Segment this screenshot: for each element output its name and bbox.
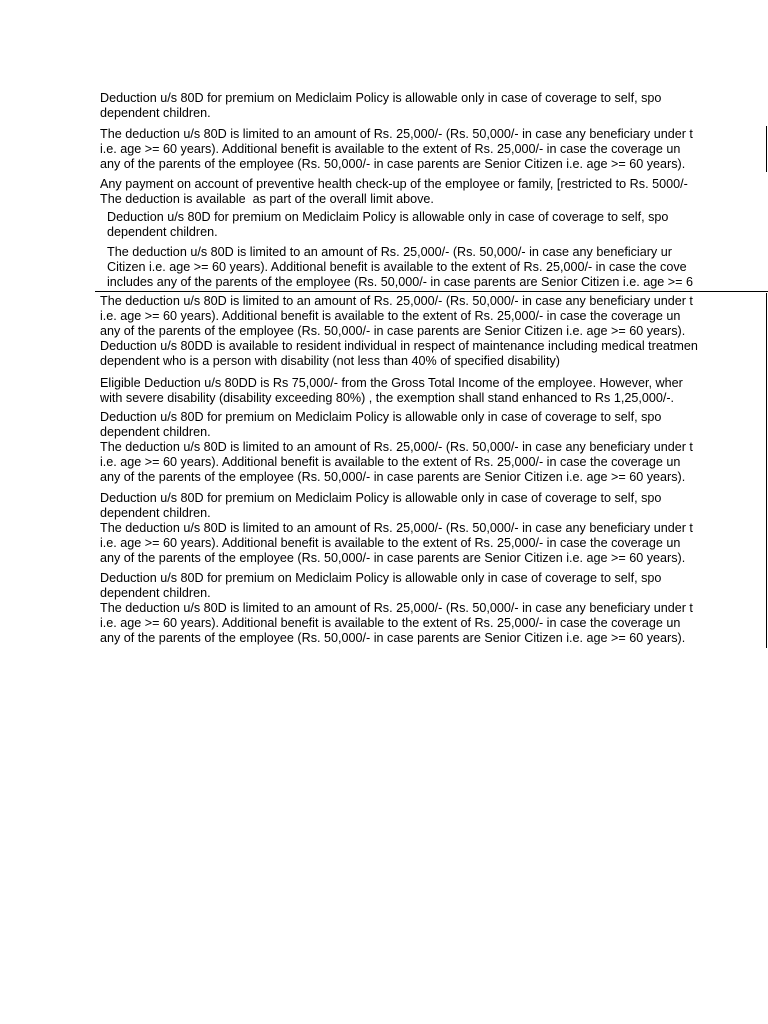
text-line: The deduction u/s 80D is limited to an amount of Rs. 25,000/- (Rs. 50,000/- in case any beneficiary under t: [100, 294, 693, 308]
text-line: i.e. age >= 60 years). Additional benefit is available to the extent of Rs. 25,000/- in case the coverage un: [100, 308, 681, 323]
text-line: Deduction u/s 80D for premium on Mediclaim Policy is allowable only in case of coverage to self, spo: [107, 210, 669, 224]
text-line: Any payment on account of preventive health check-up of the employee or family, [restricted to Rs. 5000/-: [100, 177, 688, 191]
paragraph-80d-coverage: [100, 571, 768, 601]
paragraph-80d-limit: [100, 294, 768, 338]
text-line: Deduction u/s 80DD is available to resident individual in respect of maintenance including medical treatmen: [100, 339, 698, 353]
paragraph-80d-limit: [100, 521, 768, 565]
text-line: any of the parents of the employee (Rs. 50,000/- in case parents are Senior Citizen i.e. age >= 60 years).: [100, 469, 686, 484]
text-line: i.e. age >= 60 years). Additional benefit is available to the extent of Rs. 25,000/- in case the coverage un: [100, 454, 681, 469]
text-line: Deduction u/s 80D for premium on Mediclaim Policy is allowable only in case of coverage to self, spo: [100, 91, 662, 105]
text-line: dependent who is a person with disability (not less than 40% of specified disability): [100, 353, 560, 368]
paragraph-80d-limit: [100, 440, 768, 484]
text-line: The deduction u/s 80D is limited to an amount of Rs. 25,000/- (Rs. 50,000/- in case any beneficiary under t: [100, 440, 693, 454]
text-line: dependent children.: [107, 224, 218, 239]
paragraph-80d-limit-indented: [107, 245, 768, 289]
paragraph-80d-coverage: [100, 91, 768, 121]
text-line: Deduction u/s 80D for premium on Mediclaim Policy is allowable only in case of coverage to self, spo: [100, 571, 662, 585]
text-line: any of the parents of the employee (Rs. 50,000/- in case parents are Senior Citizen i.e. age >= 60 years).: [100, 156, 686, 171]
paragraph-80dd-maintenance: [100, 339, 768, 369]
text-line: i.e. age >= 60 years). Additional benefit is available to the extent of Rs. 25,000/- in case the coverage un: [100, 141, 681, 156]
horizontal-divider: [95, 291, 768, 292]
text-line: i.e. age >= 60 years). Additional benefit is available to the extent of Rs. 25,000/- in case the coverage un: [100, 615, 681, 630]
vertical-divider: [766, 126, 767, 172]
text-line: The deduction u/s 80D is limited to an amount of Rs. 25,000/- (Rs. 50,000/- in case any beneficiary ur: [107, 245, 672, 259]
paragraph-80d-coverage-indented: [107, 210, 768, 240]
text-line: includes any of the parents of the employee (Rs. 50,000/- in case parents are Senior Citizen i.e. age >= 6: [107, 274, 693, 289]
text-line: i.e. age >= 60 years). Additional benefit is available to the extent of Rs. 25,000/- in case the coverage un: [100, 535, 681, 550]
text-line: The deduction is available as part of the overall limit above.: [100, 191, 434, 206]
text-line: with severe disability (disability exceeding 80%) , the exemption shall stand enhanced to Rs 1,25,000/-.: [100, 390, 675, 405]
vertical-divider: [766, 293, 767, 648]
text-line: dependent children.: [100, 424, 211, 439]
paragraph-80dd-eligible: [100, 376, 768, 406]
text-line: The deduction u/s 80D is limited to an amount of Rs. 25,000/- (Rs. 50,000/- in case any beneficiary under t: [100, 521, 693, 535]
text-line: Eligible Deduction u/s 80DD is Rs 75,000/- from the Gross Total Income of the employee. However, wher: [100, 376, 683, 390]
text-line: any of the parents of the employee (Rs. 50,000/- in case parents are Senior Citizen i.e. age >= 60 years).: [100, 630, 686, 645]
text-line: dependent children.: [100, 585, 211, 600]
text-line: any of the parents of the employee (Rs. 50,000/- in case parents are Senior Citizen i.e. age >= 60 years).: [100, 323, 686, 338]
paragraph-80d-coverage: [100, 491, 768, 521]
paragraph-preventive-checkup: [100, 177, 768, 207]
text-line: dependent children.: [100, 105, 211, 120]
paragraph-80d-limit: [100, 127, 768, 171]
text-line: Citizen i.e. age >= 60 years). Additional benefit is available to the extent of Rs. 25,000/- in case the cove: [107, 259, 687, 274]
text-line: any of the parents of the employee (Rs. 50,000/- in case parents are Senior Citizen i.e. age >= 60 years).: [100, 550, 686, 565]
paragraph-80d-coverage: [100, 410, 768, 440]
text-line: The deduction u/s 80D is limited to an amount of Rs. 25,000/- (Rs. 50,000/- in case any beneficiary under t: [100, 127, 693, 141]
paragraph-80d-limit: [100, 601, 768, 645]
text-line: Deduction u/s 80D for premium on Mediclaim Policy is allowable only in case of coverage to self, spo: [100, 410, 662, 424]
text-line: dependent children.: [100, 505, 211, 520]
text-line: Deduction u/s 80D for premium on Mediclaim Policy is allowable only in case of coverage to self, spo: [100, 491, 662, 505]
text-line: The deduction u/s 80D is limited to an amount of Rs. 25,000/- (Rs. 50,000/- in case any beneficiary under t: [100, 601, 693, 615]
